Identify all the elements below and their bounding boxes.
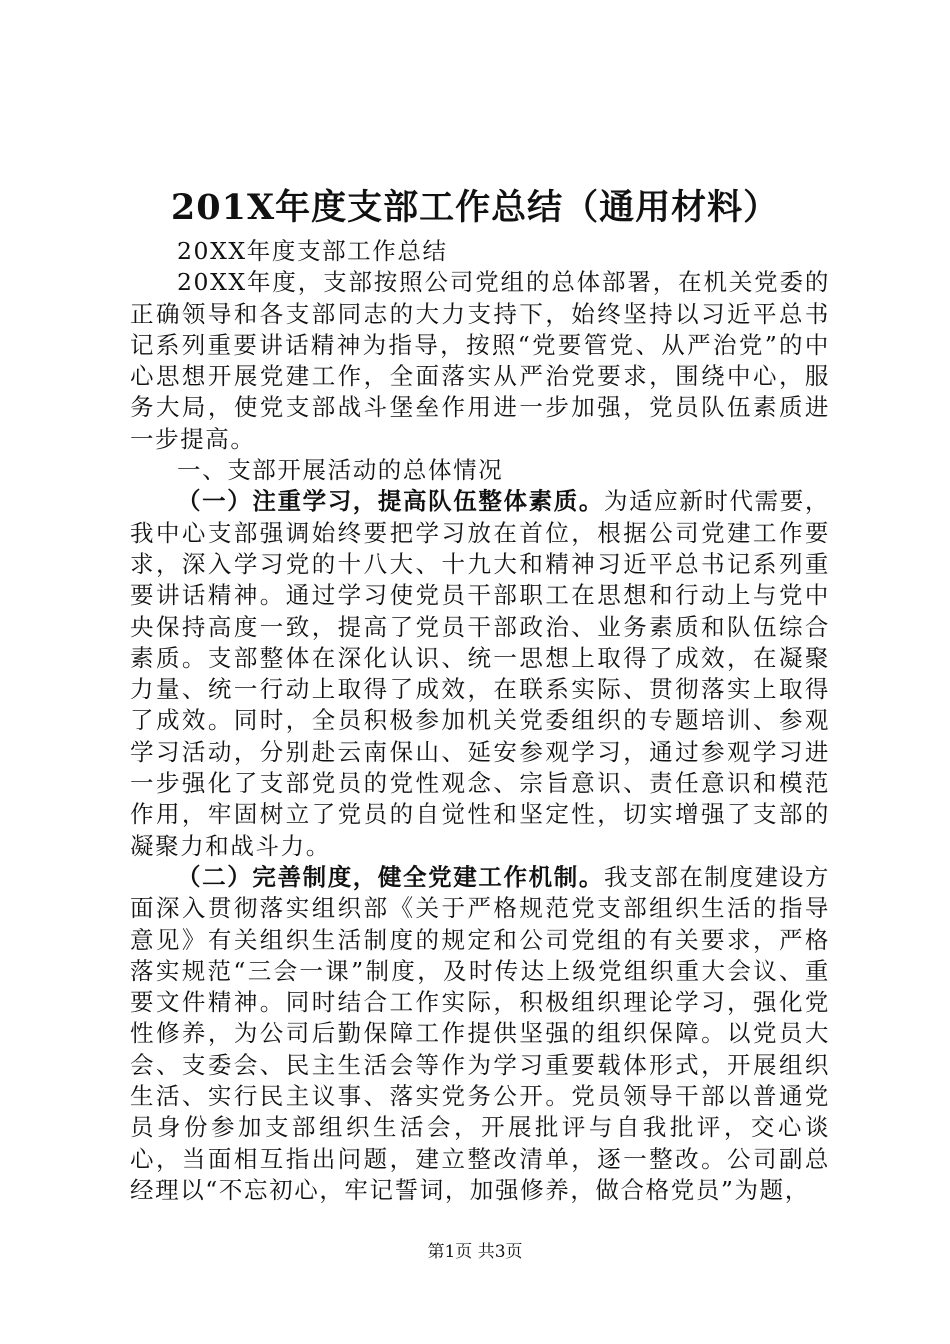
item-1-lead: （一）注重学习，提高队伍整体素质。 [177, 487, 604, 516]
item-2-lead: （二）完善制度，健全党建工作机制。 [177, 862, 604, 891]
item-2-text: 我支部在制度建设方面深入贯彻落实组织部《关于严格规范党支部组织生活的指导意见》有关组织生活制度的规定和公司党组的有关要求，严格落实规范“三会一课”制度，及时传达上级党组织重大会议、重要文件精神。同时结合工作实际，积极组织理论学习，强化党性修养，为公司后勤保障工作提供坚强的组织保障。以党员大会、支委会、民主生活会等作为学习重要载体形式，开展组织生活、实行民主议事、落实党务公开。党员领导干部以普通党员身份参加支部组织生活会，开展批评与自我批评，交心谈心，当面相互指出问题，建立整改清单，逐一整改。公司副总经理以“不忘初心，牢记誓词，加强修养，做合格党员”为题， [130, 862, 830, 1204]
document-title: 201X年度支部工作总结（通用材料） [170, 187, 780, 228]
paragraph-item-1 [130, 486, 830, 862]
page-footer: 第1页 共3页 [427, 1242, 523, 1262]
intro-paragraph: 20XX年度，支部按照公司党组的总体部署，在机关党委的正确领导和各支部同志的大力支持下，始终坚持以习近平总书记系列重要讲话精神为指导，按照“党要管党、从严治党”的中心思想开展党建工作，全面落实从严治党要求，围绕中心，服务大局，使党支部战斗堡垒作用进一步加强，党员队伍素质进一步提高。 [130, 268, 830, 453]
document-body [130, 236, 830, 1206]
paragraph-item-2 [130, 862, 830, 1206]
item-1-text: 为适应新时代需要，我中心支部强调始终要把学习放在首位，根据公司党建工作要求，深入学习党的十八大、十九大和精神习近平总书记系列重要讲话精神。通过学习使党员干部职工在思想和行动上与党中央保持高度一致，提高了党员干部政治、业务素质和队伍综合素质。支部整体在深化认识、统一思想上取得了成效，在凝聚力量、统一行动上取得了成效，在联系实际、贯彻落实上取得了成效。同时，全员积极参加机关党委组织的专题培训、参观学习活动，分别赴云南保山、延安参观学习，通过参观学习进一步强化了支部党员的党性观念、宗旨意识、责任意识和模范作用，牢固树立了党员的自觉性和坚定性，切实增强了支部的凝聚力和战斗力。 [130, 487, 830, 860]
section-heading: 一、支部开展活动的总体情况 [177, 456, 504, 485]
document-subtitle: 20XX年度支部工作总结 [177, 237, 448, 265]
